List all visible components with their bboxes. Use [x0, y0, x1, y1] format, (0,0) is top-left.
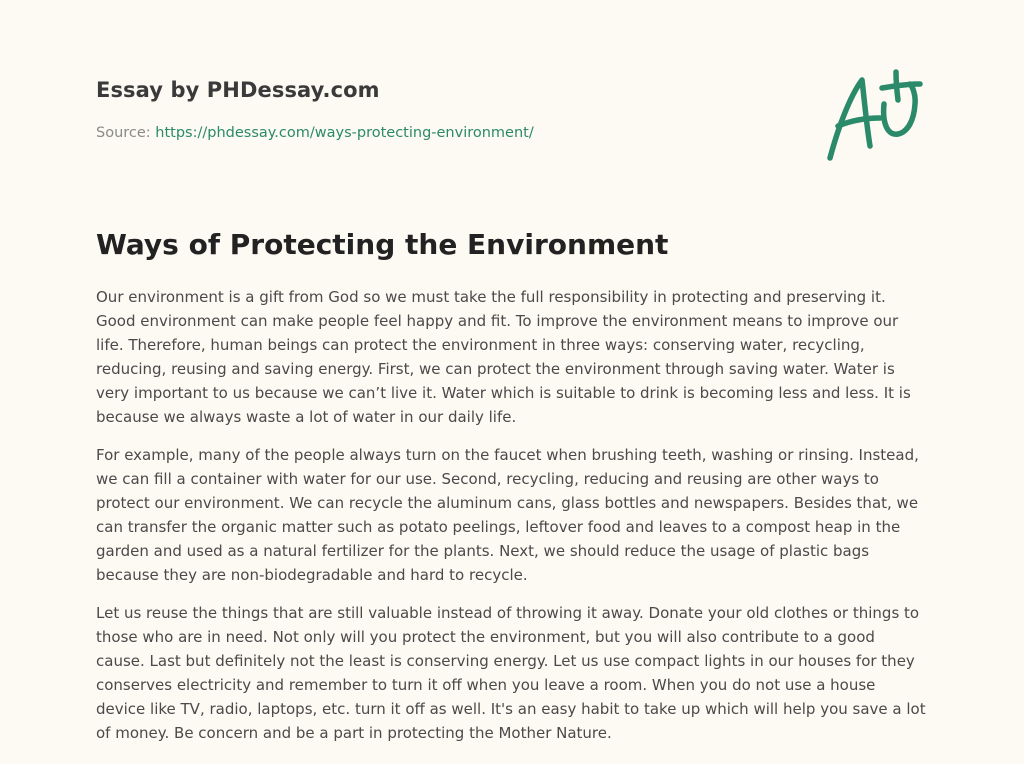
source-label: Source:	[96, 125, 151, 141]
essay-paragraph: Let us reuse the things that are still valuable instead of throwing it away. Donate your old clothes or things to those who are in need. Not only will you protect the environment, but you will also contribute to a good cause. Last but definitely not the least is conserving energy. Let us use compact lights in our houses for they conserves electricity and remember to turn it off when you leave a room. When you do not use a house device like TV, radio, laptops, etc. turn it off as well. It's an easy habit to take up which will help you save a lot of money. Be concern and be a part in protecting the Mother Nature.	[96, 604, 926, 742]
essay-paragraph: Our environment is a gift from God so we must take the full responsibility in protecting and preserving it. Good environment can make people feel happy and fit. To improve the environment means to improve our life. Therefore, human beings can protect the environment in three ways: conserving water, recycling, reducing, reusing and saving energy. First, we can protect the environment through saving water. Water is very important to us because we can’t live it. Water which is suitable to drink is becoming less and less. It is because we always waste a lot of water in our daily life.	[96, 288, 911, 426]
brand-title: Essay by PHDessay.com	[96, 78, 380, 102]
essay-title: Ways of Protecting the Environment	[96, 228, 669, 261]
source-link[interactable]: https://phdessay.com/ways-protecting-environment/	[155, 125, 534, 141]
essay-header	[96, 76, 534, 143]
essay-paragraph: For example, many of the people always turn on the faucet when brushing teeth, washing or rinsing. Instead, we can fill a container with water for our use. Second, recycling, reducing and reusing are other ways to protect our environment. We can recycle the aluminum cans, glass bottles and newspapers. Besides that, we can transfer the organic matter such as potato peelings, leftover food and leaves to a compost heap in the garden and used as a natural fertilizer for the plants. Next, we should reduce the usage of plastic bags because they are non-biodegradable and hard to recycle.	[96, 446, 919, 584]
essay-body	[96, 285, 928, 759]
source-line	[96, 123, 534, 143]
a-plus-logo-icon	[820, 66, 930, 166]
